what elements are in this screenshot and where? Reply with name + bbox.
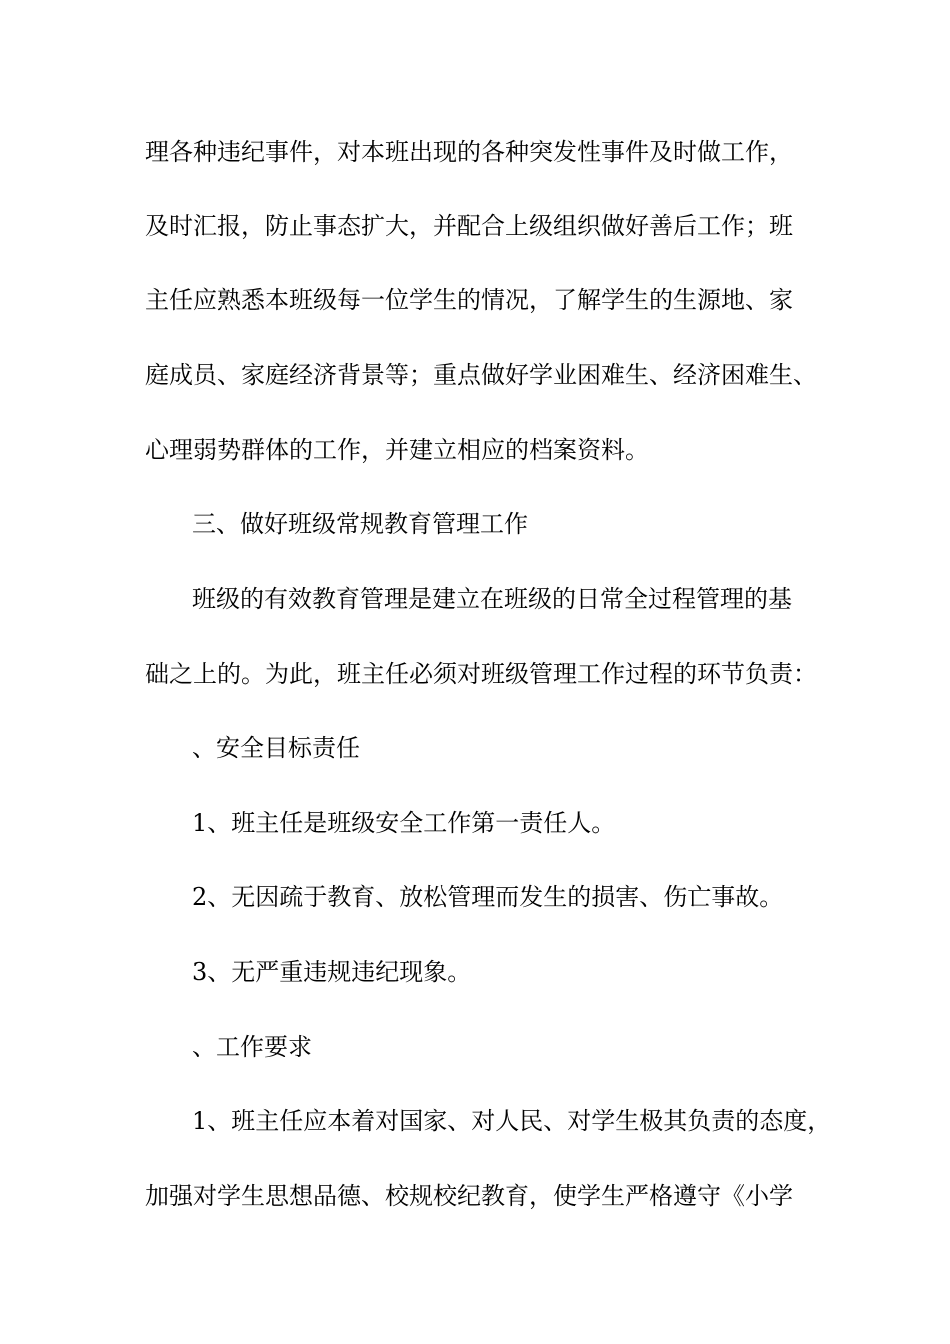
text-line: 及时汇报，防止事态扩大，并配合上级组织做好善后工作；班	[145, 212, 793, 240]
text-line: 班级的有效教育管理是建立在班级的日常全过程管理的基	[192, 585, 792, 613]
list-item: 1、班主任是班级安全工作第一责任人。	[192, 809, 616, 837]
list-item: 1、班主任应本着对国家、对人民、对学生极其负责的态度，	[192, 1107, 832, 1135]
text-line: 理各种违纪事件，对本班出现的各种突发性事件及时做工作，	[145, 138, 793, 166]
text-line: 础之上的。为此，班主任必须对班级管理工作过程的环节负责：	[145, 660, 817, 688]
text-line: 心理弱势群体的工作，并建立相应的档案资料。	[145, 436, 649, 464]
subsection-heading: 、安全目标责任	[192, 734, 360, 762]
text-line: 主任应熟悉本班级每一位学生的情况，了解学生的生源地、家	[145, 286, 793, 314]
list-item: 3、无严重违规违纪现象。	[192, 958, 472, 986]
subsection-heading: 、工作要求	[192, 1033, 312, 1061]
text-line: 加强对学生思想品德、校规校纪教育，使学生严格遵守《小学	[145, 1182, 793, 1210]
text-line: 庭成员、家庭经济背景等；重点做好学业困难生、经济困难生、	[145, 361, 817, 389]
list-item: 2、无因疏于教育、放松管理而发生的损害、伤亡事故。	[192, 883, 784, 911]
section-heading: 三、做好班级常规教育管理工作	[192, 510, 528, 538]
